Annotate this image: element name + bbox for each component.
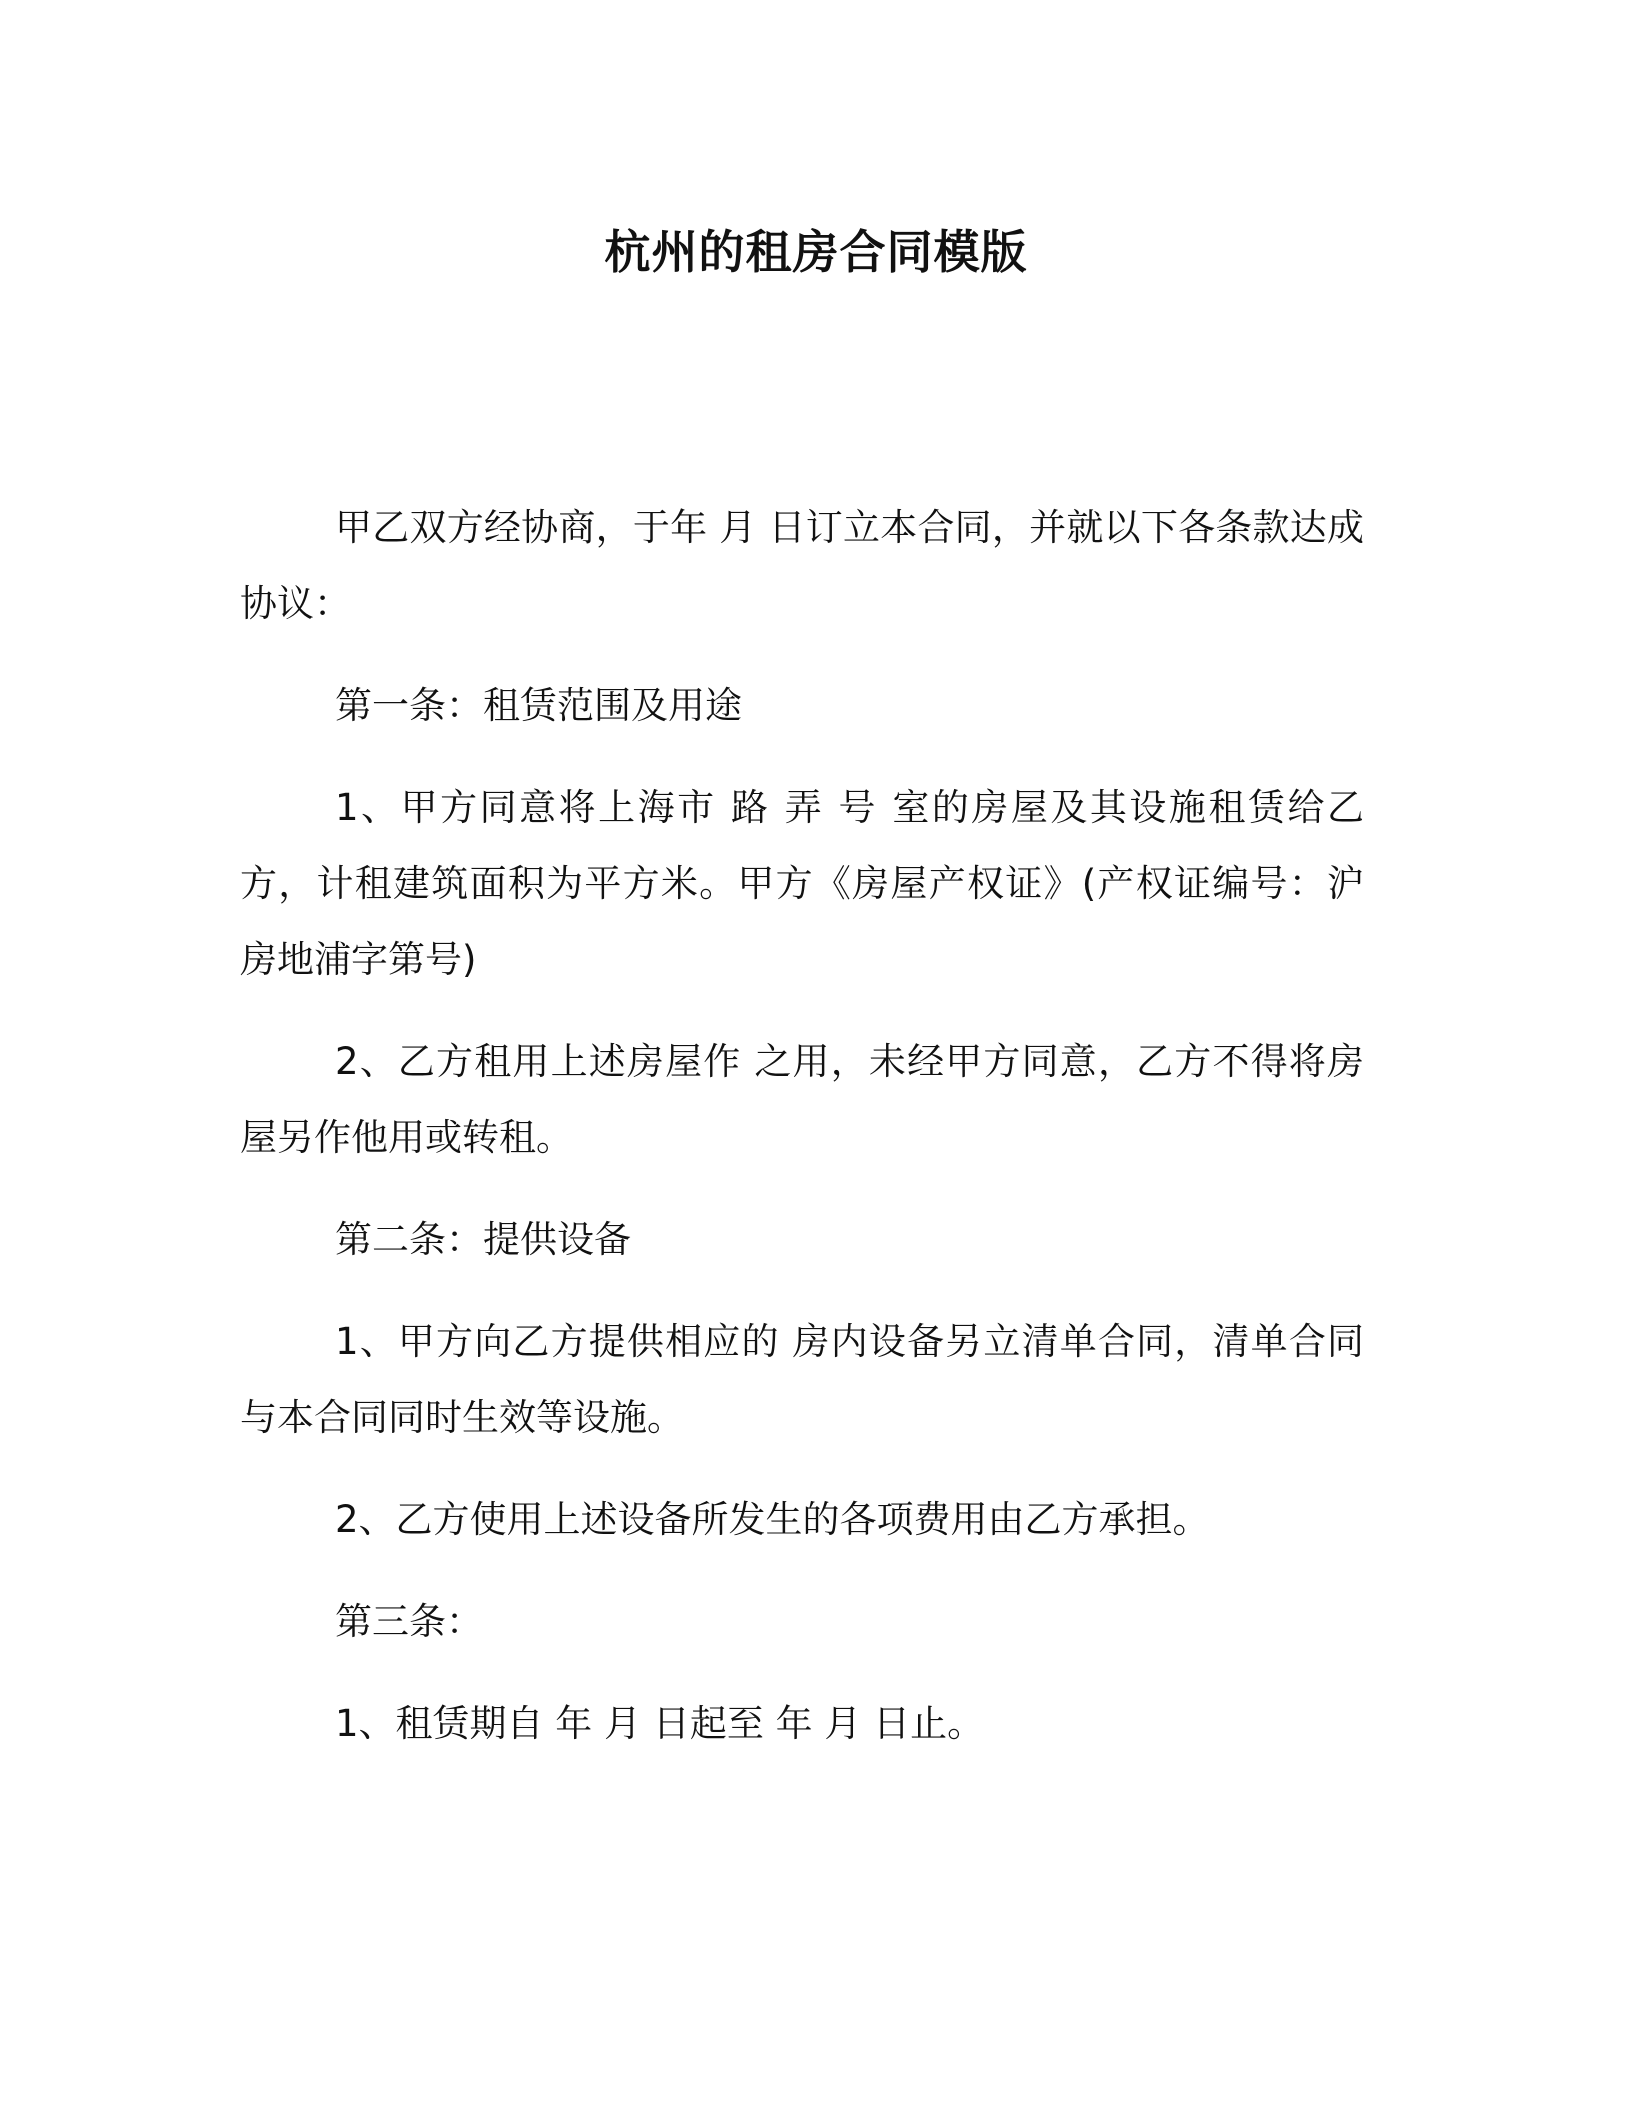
article-3-heading: 第三条： (335, 1600, 483, 1643)
article-1-clause-1: 1、甲方同意将上海市 路 弄 号 室的房屋及其设施租赁给乙方，计租建筑面积为平方米。甲方《房屋产权证》(产权证编号：沪房地浦字第号) (240, 786, 1364, 981)
article-1-clause-2: 2、乙方租用上述房屋作 之用，未经甲方同意，乙方不得将房屋另作他用或转租。 (240, 1040, 1364, 1159)
article-3-clause-1: 1、租赁期自 年 月 日起至 年 月 日止。 (335, 1702, 985, 1745)
document-title: 杭州的租房合同模版 (604, 225, 1028, 279)
intro-paragraph: 甲乙双方经协商，于年 月 日订立本合同，并就以下各条款达成协议： (240, 506, 1364, 625)
article-2-clause-2: 2、乙方使用上述设备所发生的各项费用由乙方承担。 (335, 1498, 1210, 1541)
article-1-heading: 第一条：租赁范围及用途 (335, 684, 742, 727)
article-2-clause-1: 1、甲方向乙方提供相应的 房内设备另立清单合同，清单合同与本合同同时生效等设施。 (240, 1320, 1364, 1439)
article-2-heading: 第二条：提供设备 (335, 1218, 631, 1261)
document-body (240, 490, 1364, 1788)
